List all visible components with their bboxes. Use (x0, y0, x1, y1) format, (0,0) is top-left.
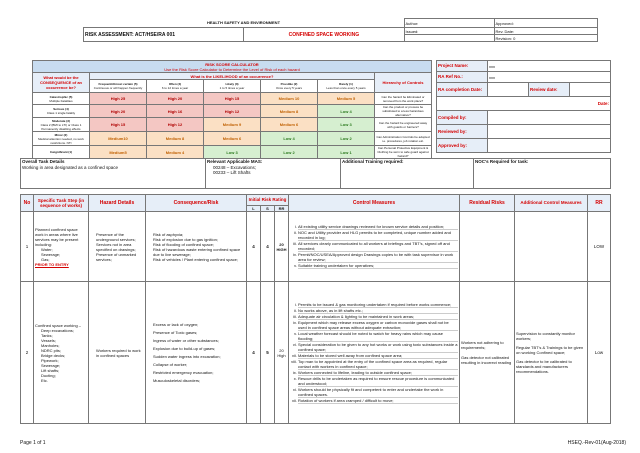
likelihood-col: Likely (3) 1 to 5 times a year (204, 80, 261, 93)
rev-date-label: Rev. Date: (494, 28, 597, 35)
table-row (21, 282, 611, 424)
consequence-label: Catastrophic (5) Multiple Fatalities (33, 93, 90, 105)
likelihood-question: What is the LIKELIHOOD of an occurrence? (90, 73, 375, 80)
mas-label: Relevant Applicable MAS: (207, 159, 263, 164)
review-date-label: Review date: (529, 83, 570, 97)
risk-cell: High 12 (204, 105, 261, 118)
risk-cell: High 20 (90, 105, 147, 118)
consequence-label: Serious (4) Class 1 single fatality (33, 105, 90, 118)
prior-to-entry-note: PRIOR TO ENTRY (35, 261, 69, 267)
table-row (21, 212, 611, 282)
mas-section (206, 159, 341, 189)
control-hierarchy-item: Can Personal Protective Equipment & Clothing be worn to safe guard against hazard? (375, 146, 432, 159)
risk-cell: Medium 10 (261, 93, 318, 105)
consequence-row (33, 132, 432, 146)
mas-item: • 00233 – Lift Shafts (213, 170, 339, 176)
project-name-value[interactable]: xxx (488, 61, 611, 72)
row-rr2: Low (588, 282, 611, 424)
approved-by-label: Approved by: (437, 139, 488, 153)
overall-task-value: Working in area designated as a confined space (22, 164, 118, 170)
completion-date-field[interactable] (488, 83, 529, 97)
row-consequence: • Risk of asphyxia; • Risk of explosion due to gas ignition; • Risk of flooding of confined space; • Risk of hazardous waste entering confined space due to live sewerage; • Risk of vehicles / Plant entering confined space; (146, 212, 247, 282)
risk-cell: Medium 4 (147, 146, 204, 159)
row-step: Confined space working – • Deep excavations; • Tanks; • Vessels; • Manholes; • NDRC pits; • Bridge decks; • Pipework; • Sewerage; • Lift shafts; • Ducting; • Etc. (34, 282, 89, 424)
likelihood-col: Possible (2) Once every 5 years (261, 80, 318, 93)
likelihood-col: Often (4) 6 to 12 times a year (147, 80, 204, 93)
document-ref: HSEQ.-Rev-01(Aug-2018) (567, 440, 626, 446)
document-header (83, 18, 598, 42)
col-step: Specific Task Step (in sequence of works) (34, 195, 89, 212)
project-name-label: Project Name: (437, 61, 488, 72)
row-control: i. All existing utility service drawings reviewed for known service details and position; ii. NOC and Utility provider and HLG permits to be completed, unique number added and recorded in log; iii. All services clearly communicated to all workers at briefings and TBT's, signed off and recorded; iv. Permit/NOC/USEA/Approved design Drawings copies to be with task supervisor in work area for review; v. Suitable training undertaken for operatives; (289, 212, 460, 282)
risk-cell: Low 2 (261, 146, 318, 159)
control-hierarchy-item: Can Administration Controls be adopted i.e. procedures, job rotation etc. (375, 132, 432, 146)
risk-cell: Medium10 (90, 132, 147, 146)
consequence-question: What would be the CONSEQUENCE of an occurrence be? (33, 73, 90, 93)
risk-calculator (32, 60, 432, 159)
row-no: 1 (21, 212, 34, 282)
row-s: 4 (261, 212, 275, 282)
page-number: Page 1 of 1 (20, 440, 46, 446)
col-rr: RR (275, 206, 289, 212)
consequence-row (33, 146, 432, 159)
control-hierarchy-item: Can the hazard be Eliminated or removed from the work place? (375, 93, 432, 105)
ra-label: RISK ASSESSMENT: ACT/HSE/RA 001 (84, 28, 244, 42)
calculator-title: RISK SCORE CALCULATOR (205, 61, 259, 67)
risk-cell: High 25 (90, 93, 147, 105)
col-consequence: Consequence/Risk (146, 195, 247, 212)
compiled-by-field[interactable] (488, 111, 611, 125)
project-info (436, 60, 611, 153)
overall-task-label: Overall Task Details (22, 159, 65, 164)
risk-cell: Low 2 (318, 132, 375, 146)
consequence-row (33, 93, 432, 105)
risk-cell: High 15 (204, 93, 261, 105)
consequence-label: Minor (2) Medical attention needed, no work restrictions. NTI (33, 132, 90, 146)
row-hazard: • Presence of the underground services; • Services not in area specified on drawings; • Presence of unmarked services; (89, 212, 146, 282)
training-label: Additional Training required: (341, 159, 474, 189)
row-residual: Workers not adhering to requirements; Gas detector not calibrated resulting in incorrect reading (460, 282, 515, 424)
row-hazard: • Workers required to work in confined spaces (89, 282, 146, 424)
risk-cell: High 12 (147, 118, 204, 132)
ra-ref-label: RA Ref No.: (437, 72, 488, 83)
approved-label: Approved: (494, 19, 597, 28)
risk-cell: Low 1 (318, 146, 375, 159)
ra-title: CONFINED SPACE WORKING (244, 28, 404, 42)
risk-cell: Medium5 (90, 146, 147, 159)
risk-cell: Low 3 (204, 146, 261, 159)
consequence-row (33, 105, 432, 118)
row-l: 4 (247, 212, 261, 282)
hierarchy-title: Hierarchy of Controls (375, 73, 432, 93)
row-rr: 20 HIGH (275, 212, 289, 282)
approved-by-field[interactable] (488, 139, 611, 153)
review-date-field[interactable] (570, 83, 611, 97)
col-s: S (261, 206, 275, 212)
noc-label: NOC's Required for task: (474, 159, 611, 189)
likelihood-columns (33, 80, 432, 93)
risk-cell: Low 4 (261, 132, 318, 146)
col-residual: Residual Risks (460, 195, 515, 212)
col-no: No (21, 195, 34, 212)
reviewed-by-label: Reviewed by: (437, 125, 488, 139)
row-additional: Supervision to constantly monitor workers; Regular TBT's & Trainings to be given on working Confined space; Gas detector to be calibrated to standards and manufacturers recommendations. (515, 282, 588, 424)
consequence-label: Insignificant (1) (33, 146, 90, 159)
risk-cell: High 15 (90, 118, 147, 132)
risk-assessment-table (20, 194, 611, 424)
revision-label: Revision: 0 (494, 35, 597, 42)
mas-item: • 00248 – Excavations; (213, 165, 339, 171)
row-s: 5 (261, 282, 275, 424)
overall-task (21, 159, 206, 189)
risk-cell: High 20 (147, 93, 204, 105)
row-consequence: • Excess or lack of oxygen; • Presence of Toxic gases; • Ingress of water or other substances; • Explosion due to build-up of gases; • Sudden water ingress into excavation; • Collapse of worker; • Restricted emergency evacuation; • Musculoskeletal disorders; (146, 282, 247, 424)
risk-cell: Medium 5 (318, 93, 375, 105)
calculator-header (33, 61, 432, 73)
risk-cell: Low 4 (318, 105, 375, 118)
author-label: Author: (404, 19, 494, 28)
col-l: L (247, 206, 261, 212)
col-hazard: Hazard Details (89, 195, 146, 212)
consequence-label: Moderate (3) Class 2 (BMI to LTI) or Class 1 Permanently disabling effects (33, 118, 90, 132)
table-header-row (21, 195, 611, 206)
row-residual (460, 212, 515, 282)
row-step: Planned confined space work in areas where live services may be present including: • Water; • Sewerage; • Gas; PRIOR TO ENTRY (34, 212, 89, 282)
risk-cell: Medium 8 (261, 105, 318, 118)
completion-date-label: RA completion Date: (437, 83, 488, 97)
likelihood-col: Frequent/Almost certain (5) Continuous or will happen frequently (90, 80, 147, 93)
row-l: 4 (247, 282, 261, 424)
risk-cell: Medium 8 (147, 132, 204, 146)
risk-cell: Medium 6 (261, 118, 318, 132)
row-rr2: LOW (588, 212, 611, 282)
control-hierarchy-item: Can the hazard be engineered away with guards or barriers? (375, 118, 432, 132)
risk-cell: High 16 (147, 105, 204, 118)
calculator-subtitle: Use the Risk Score Calculator to Determine the Level of Risk of each hazard (164, 66, 300, 72)
row-control: i. Permits to be issued & gas monitoring undertaken if required before works commence; ii. No works above, as in lift shafts etc.; iii. Adequate air circulation & lighting to be maintained in work areas; iv. Equipment which may release excess oxygen or carbon monoxide gases shall not be used in confined space areas without adequate extraction; v. Local weather forecast should be noted to watch for heavy rains which may cause flooding; vi. Special consideration to be given to any hot works or work using toxic substances inside a confined space; vii. Materials to be stored well away from confined space area; viii. Top man to be appointed at the entry of the confined space area as required, regular contact with workers in confined space; ix. Workers connected to lifeline, leading to outside confined space; x. Rescue drills to be undertaken as required to ensure rescue procedure is communicated and understood; xi. Workers should be physically fit and competent to enter and undertake the work in confined spaces. xii. Rotation of workers if area cramped / difficult to move; (289, 282, 460, 424)
col-additional: Additional Control Measures (515, 195, 588, 212)
reviewed-by-field[interactable] (488, 125, 611, 139)
control-hierarchy-item: Can the product or process be substituted to a less hazardous alternative? (375, 105, 432, 118)
compiled-by-label: Compiled by: (437, 111, 488, 125)
ra-ref-value[interactable]: xxx (488, 72, 611, 83)
risk-cell: Medium 9 (204, 118, 261, 132)
org-title: HEALTH SAFETY AND ENVIRONMENT (206, 20, 281, 26)
row-additional (515, 212, 588, 282)
col-rr2: RR (588, 195, 611, 212)
row-no: 2 (21, 282, 34, 424)
date-label: Date: (570, 97, 611, 111)
likelihood-col: Rarely (1) Less than once every 5 years (318, 80, 375, 93)
risk-cell: Low 3 (318, 118, 375, 132)
issued-label: Issued: (404, 28, 494, 35)
col-initial-rating: Initial Risk Rating (247, 195, 289, 206)
col-control: Control Measures (289, 195, 460, 212)
risk-cell: Medium 6 (204, 132, 261, 146)
row-rr: 20 High (275, 282, 289, 424)
overall-task-section (20, 158, 611, 189)
consequence-row (33, 118, 432, 132)
